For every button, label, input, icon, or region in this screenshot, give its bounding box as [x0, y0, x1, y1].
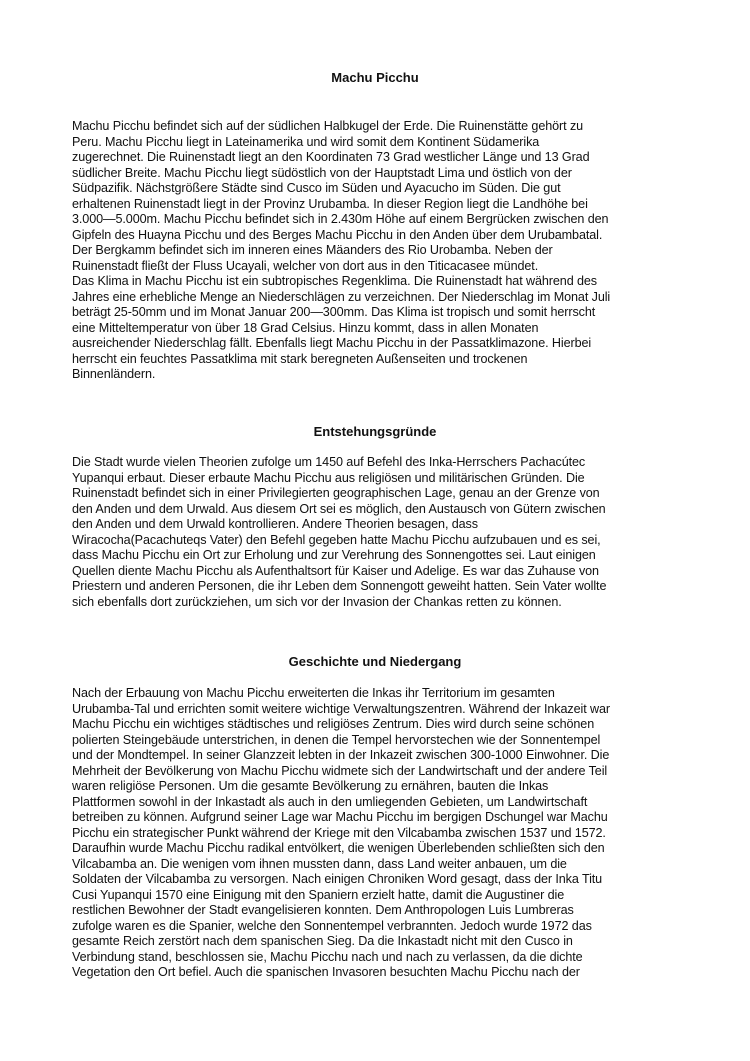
- text-line: Urubamba-Tal und errichten somit weitere wichtige Verwaltungszentren. Während der Inkazeit war: [72, 701, 610, 716]
- text-line: Nach der Erbauung von Machu Picchu erweiterten die Inkas ihr Territorium im gesamten: [72, 686, 555, 700]
- text-line: Soldaten der Vilcabamba zu versorgen. Nach einigen Chroniken Word gesagt, dass der Inka Titu: [72, 872, 603, 886]
- text-line: Die Stadt wurde vielen Theorien zufolge um 1450 auf Befehl des Inka-Herrschers Pachacútec: [72, 455, 586, 469]
- text-line: südlicher Breite. Machu Picchu liegt südöstlich von der Hauptstadt Lima und östlich von der: [72, 165, 572, 180]
- text-line: den Anden und dem Urwald kontrollieren. Andere Theorien besagen, dass: [72, 517, 478, 531]
- text-line: erhaltenen Ruinenstadt liegt in der Provinz Urubamba. In dieser Region liegt die Landhöhe bei: [72, 196, 588, 211]
- text-line: Ruinenstadt befindet sich in einer Privilegierten geographischen Lage, genau an der Grenze von: [72, 486, 600, 500]
- text-line: Priestern und anderen Personen, die ihr Leben dem Sonnengott geweiht hatten. Sein Vater wollte: [72, 579, 607, 593]
- text-line: Peru. Machu Picchu liegt in Lateinamerika und wird somit dem Kontinent Südamerika: [72, 134, 540, 149]
- text-line: Vilcabamba an. Die wenigen vom ihnen mussten dann, dass Land weiter anbauen, um die: [72, 856, 567, 871]
- text-line: gesamte Reich zerstört nach dem spanischen Sieg. Da die Inkastadt nicht mit den Cusco in: [72, 934, 573, 948]
- text-line: Mehrheit der Bevölkerung von Machu Picchu widmete sich der Landwirtschaft und der andere Teil: [72, 763, 608, 778]
- text-line: herrscht ein feuchtes Passatklima mit stark beregneten Außenseiten und trockenen: [72, 351, 528, 366]
- text-line: beträgt 25-50mm und im Monat Januar 200—300mm. Das Klima ist tropisch und somit herrscht: [72, 305, 596, 319]
- text-line: Gipfeln des Huayna Picchu und des Berges Machu Picchu in den Anden über dem Urubambatal.: [72, 227, 603, 242]
- text-line: sich ebenfalls dort zurückziehen, um sich vor der Invasion der Chankas retten zu können.: [72, 594, 562, 609]
- text-line: 3.000—5.000m. Machu Picchu befindet sich in 2.430m Höhe auf einem Bergrücken zwischen den: [72, 212, 609, 226]
- text-line: polierten Steingebäude unterstrichen, in denen die Tempel hervorstechen wie der Sonnentempel: [72, 732, 601, 747]
- intro-paragraph: [72, 119, 682, 383]
- text-line: betreiben zu können. Aufgrund seiner Lage war Machu Picchu im bergigen Dschungel war Machu: [72, 810, 608, 824]
- text-line: ausreichender Niederschlag fällt. Ebenfalls liegt Machu Picchu in der Passatklimazone. Hierbei: [72, 336, 592, 350]
- text-line: Machu Picchu ein wichtiges städtisches und religiöses Zentrum. Dies wird durch seine schönen: [72, 717, 595, 731]
- text-line: Daraufhin wurde Machu Picchu radikal entvölkert, die wenigen Überlebenden schließten sich den: [72, 841, 605, 855]
- text-line: und der Mondtempel. In seiner Glanzzeit lebten in der Inkazeit zwischen 300-1000 Einwohner. Die: [72, 748, 610, 762]
- text-line: Machu Picchu befindet sich auf der südlichen Halbkugel der Erde. Die Ruinenstätte gehört zu: [72, 119, 584, 133]
- text-line: zufolge waren es die Spanier, welche den Sonnentempel verbrannten. Jedoch wurde 1972 das: [72, 918, 592, 933]
- text-line: Picchu ein strategischer Punkt während der Kriege mit den Vilcabamba zwischen 1537 und 1572.: [72, 825, 606, 840]
- text-line: dass Machu Picchu ein Ort zur Erholung und zur Verehrung des Sonnengottes sei. Laut einigen: [72, 548, 596, 562]
- section-heading-geschichte: Geschichte und Niedergang: [288, 654, 462, 669]
- text-line: Verbindung stand, beschlossen sie, Machu Picchu nach und nach zu verlassen, da die dichte: [72, 949, 583, 964]
- text-line: waren religiöse Personen. Um die gesamte Bevölkerung zu ernähren, bauten die Inkas: [72, 779, 549, 793]
- text-line: Cusi Yupanqui 1570 eine Einigung mit den Spaniern erzielt hatte, damit die Augustiner die: [72, 887, 565, 902]
- text-line: Binnenländern.: [72, 367, 156, 381]
- text-line: Südpazifik. Nächstgrößere Städte sind Cusco im Süden und Ayacucho im Süden. Die gut: [72, 181, 561, 195]
- text-line: zugerechnet. Die Ruinenstadt liegt an den Koordinaten 73 Grad westlicher Länge und 13 Grad: [72, 150, 590, 164]
- text-line: restlichen Bewohner der Stadt evangelisieren konnten. Dem Anthropologen Luis Lumbreras: [72, 903, 574, 917]
- page-title: Machu Picchu: [331, 70, 419, 85]
- text-line: Plattformen sowohl in der Inkastadt als auch in den umliegenden Gebieten, um Landwirtschaft: [72, 794, 588, 809]
- text-line: Ruinenstadt fließt der Fluss Ucayali, welcher von dort aus in den Titicacasee mündet.: [72, 258, 539, 273]
- text-line: Der Bergkamm befindet sich im inneren eines Mäanders des Rio Urobamba. Neben der: [72, 243, 553, 257]
- geschichte-paragraph: [72, 686, 682, 981]
- text-line: Wiracocha(Pacachuteqs Vater) den Befehl gegeben hatte Machu Picchu aufzubauen und es sei,: [72, 532, 601, 547]
- text-line: Das Klima in Machu Picchu ist ein subtropisches Regenklima. Die Ruinenstadt hat während des: [72, 274, 598, 288]
- text-line: Yupanqui erbaut. Dieser erbaute Machu Picchu aus religiösen und militärischen Gründen. Die: [72, 470, 585, 485]
- text-line: Jahres eine erhebliche Menge an Niederschlägen zu verzeichnen. Der Niederschlag im Monat Juli: [72, 289, 611, 304]
- text-line: Vegetation den Ort befiel. Auch die spanischen Invasoren besuchten Machu Picchu nach der: [72, 965, 580, 979]
- text-line: eine Mitteltemperatur von über 18 Grad Celsius. Hinzu kommt, dass in allen Monaten: [72, 320, 539, 335]
- text-line: den Anden und dem Urwald. Aus diesem Ort sei es möglich, den Austausch von Gütern zwischen: [72, 501, 606, 516]
- section-heading-entstehungsgruende: Entstehungsgründe: [313, 424, 437, 439]
- text-line: Quellen diente Machu Picchu als Aufenthaltsort für Kaiser und Adelige. Es war das Zuhause von: [72, 563, 599, 578]
- entstehungsgruende-paragraph: [72, 455, 682, 610]
